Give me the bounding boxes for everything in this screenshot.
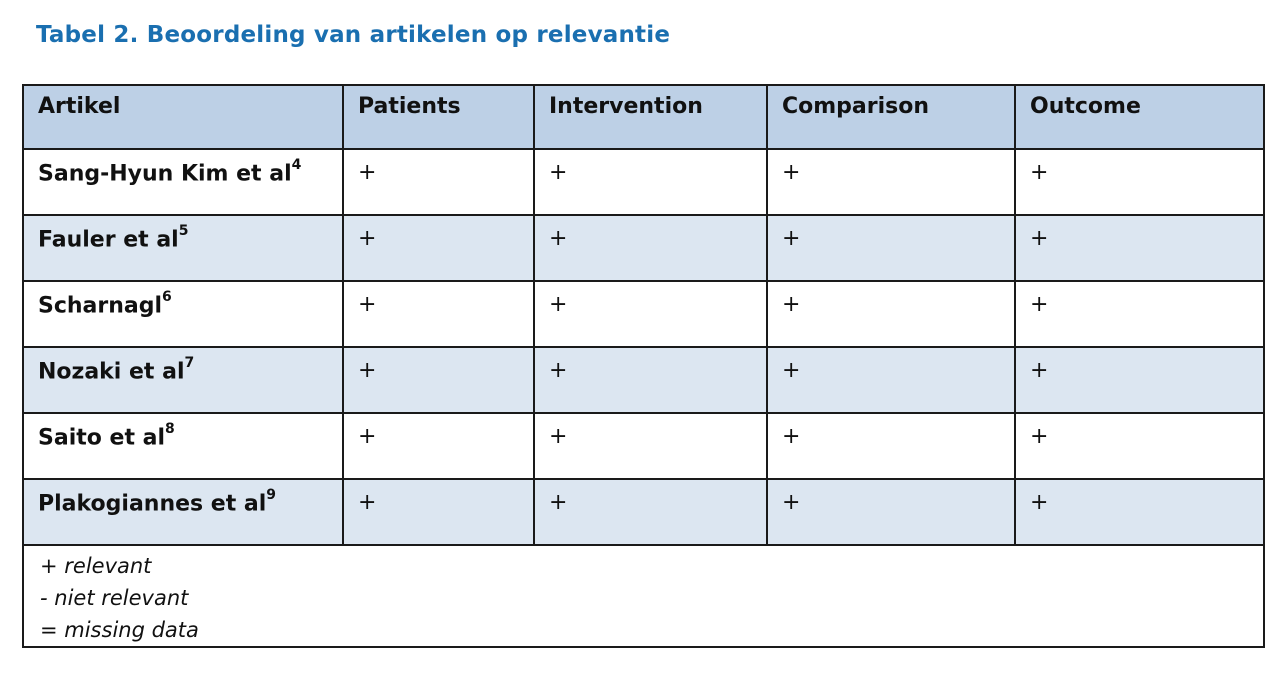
comparison-cell: + bbox=[767, 347, 1015, 413]
intervention-cell: + bbox=[534, 479, 767, 545]
table-row bbox=[23, 215, 1264, 281]
relevance-table bbox=[22, 84, 1265, 648]
article-name: Saito et al bbox=[38, 425, 166, 451]
header-row bbox=[23, 85, 1264, 149]
article-cell bbox=[23, 347, 343, 413]
reference-number: 9 bbox=[266, 487, 277, 503]
patients-cell: + bbox=[343, 413, 534, 479]
comparison-cell: + bbox=[767, 413, 1015, 479]
legend-missing-data: = missing data bbox=[40, 618, 199, 642]
comparison-cell: + bbox=[767, 149, 1015, 215]
legend-not-relevant: - niet relevant bbox=[40, 586, 189, 610]
comparison-cell: + bbox=[767, 215, 1015, 281]
comparison-cell: + bbox=[767, 479, 1015, 545]
outcome-cell: + bbox=[1015, 413, 1264, 479]
table-title: Tabel 2. Beoordeling van artikelen op relevantie bbox=[36, 22, 671, 48]
article-cell bbox=[23, 413, 343, 479]
reference-number: 4 bbox=[291, 157, 302, 173]
reference-number: 8 bbox=[165, 421, 175, 437]
table-row bbox=[23, 479, 1264, 545]
intervention-cell: + bbox=[534, 347, 767, 413]
reference-number: 5 bbox=[178, 223, 189, 239]
table-row bbox=[23, 281, 1264, 347]
intervention-cell: + bbox=[534, 281, 767, 347]
header-outcome: Outcome bbox=[1015, 85, 1264, 149]
outcome-cell: + bbox=[1015, 215, 1264, 281]
patients-cell: + bbox=[343, 347, 534, 413]
comparison-cell: + bbox=[767, 281, 1015, 347]
intervention-cell: + bbox=[534, 413, 767, 479]
article-name: Sang-Hyun Kim et al bbox=[38, 161, 292, 187]
reference-number: 6 bbox=[162, 289, 172, 305]
outcome-cell: + bbox=[1015, 281, 1264, 347]
header-artikel: Artikel bbox=[23, 85, 343, 149]
article-name: Plakogiannes et al bbox=[38, 491, 267, 517]
table-row bbox=[23, 149, 1264, 215]
header-intervention: Intervention bbox=[534, 85, 767, 149]
legend-row bbox=[23, 545, 1264, 647]
table-row bbox=[23, 413, 1264, 479]
article-name: Scharnagl bbox=[38, 293, 163, 319]
article-name: Fauler et al bbox=[38, 227, 179, 253]
article-cell bbox=[23, 149, 343, 215]
article-cell bbox=[23, 479, 343, 545]
outcome-cell: + bbox=[1015, 347, 1264, 413]
patients-cell: + bbox=[343, 149, 534, 215]
legend-cell bbox=[23, 545, 1264, 647]
legend-relevant: + relevant bbox=[40, 554, 152, 578]
header-patients: Patients bbox=[343, 85, 534, 149]
outcome-cell: + bbox=[1015, 149, 1264, 215]
header-comparison: Comparison bbox=[767, 85, 1015, 149]
patients-cell: + bbox=[343, 215, 534, 281]
article-cell bbox=[23, 281, 343, 347]
patients-cell: + bbox=[343, 281, 534, 347]
article-cell bbox=[23, 215, 343, 281]
patients-cell: + bbox=[343, 479, 534, 545]
intervention-cell: + bbox=[534, 149, 767, 215]
intervention-cell: + bbox=[534, 215, 767, 281]
article-name: Nozaki et al bbox=[38, 359, 185, 385]
reference-number: 7 bbox=[184, 355, 195, 371]
outcome-cell: + bbox=[1015, 479, 1264, 545]
table-row bbox=[23, 347, 1264, 413]
